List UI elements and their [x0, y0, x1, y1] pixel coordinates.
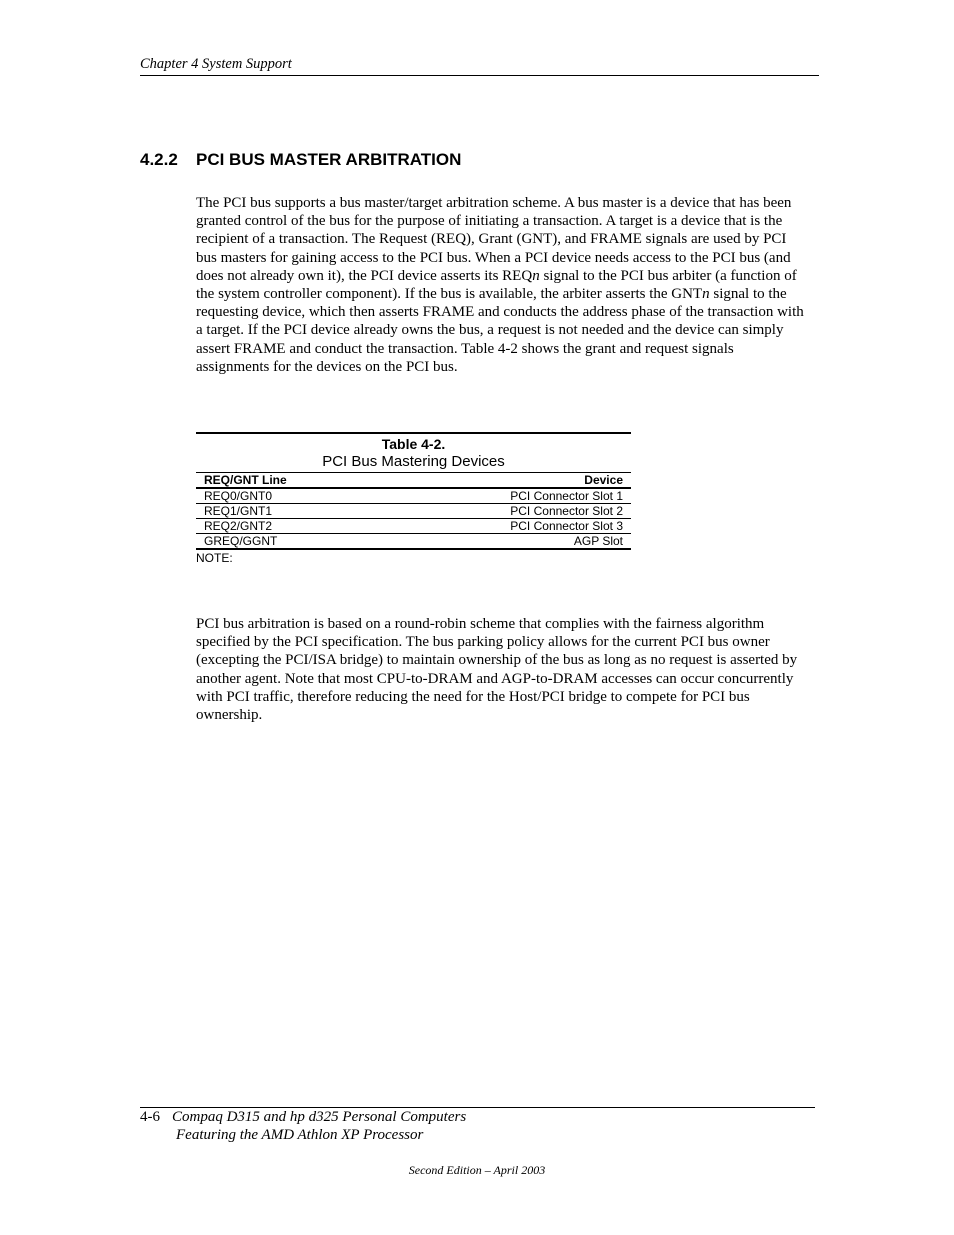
device-cell: PCI Connector Slot 1 — [385, 488, 631, 504]
table-subtitle: PCI Bus Mastering Devices — [322, 453, 505, 470]
table-4-2 — [196, 432, 631, 566]
table-row — [196, 534, 631, 550]
column-header-req-gnt: REQ/GNT Line — [196, 473, 385, 489]
footer-edition: Second Edition – April 2003 — [408, 1163, 546, 1177]
paragraph-text: signal to the requesting device, which then asserts FRAME and conducts the address phase of the transaction with a target. If the PCI device already owns the bus, a request is not needed and the device can simply assert FRAME and conduct the transaction. Table 4-2 shows the grant and request signals assignments for the devices on the PCI bus. — [196, 286, 804, 375]
section-title: PCI BUS MASTER ARBITRATION — [196, 150, 462, 169]
footer-page-number: 4-6 — [140, 1109, 160, 1125]
table-row — [196, 504, 631, 519]
italic-n: n — [532, 267, 540, 284]
section-number: 4.2.2 — [140, 150, 178, 169]
pci-bus-mastering-table — [196, 472, 631, 550]
running-header: Chapter 4 System Support — [140, 56, 292, 72]
paragraph-text: The PCI bus supports a bus master/target arbitration scheme. A bus master is a device that has been granted control of the bus for the purpose of initiating a transaction. A target is a device that is the recipient of a transaction. The Request (REQ), Grant (GNT), and FRAME signals are used by PCI bus masters for gaining access to the PCI bus. When a PCI device needs access to the PCI bus (and does not already own it), the PCI device asserts its REQ — [196, 195, 792, 284]
device-cell: PCI Connector Slot 2 — [385, 504, 631, 519]
body-paragraph-1 — [196, 194, 810, 376]
table-row — [196, 488, 631, 504]
device-cell: PCI Connector Slot 3 — [385, 519, 631, 534]
req-gnt-cell: REQ0/GNT0 — [196, 488, 385, 504]
req-gnt-cell: GREQ/GGNT — [196, 534, 385, 550]
paragraph-text: signal to the PCI bus arbiter (a function of the system controller component). If the bus is available, the arbiter asserts the GNT — [196, 267, 797, 303]
section-heading — [140, 150, 461, 170]
req-gnt-cell: REQ2/GNT2 — [196, 519, 385, 534]
device-cell: AGP Slot — [385, 534, 631, 550]
header-rule — [140, 75, 819, 76]
column-header-device: Device — [385, 473, 631, 489]
table-row — [196, 519, 631, 534]
req-gnt-cell: REQ1/GNT1 — [196, 504, 385, 519]
table-header-row — [196, 473, 631, 489]
body-paragraph-2: PCI bus arbitration is based on a round-robin scheme that complies with the fairness algorithm specified by the PCI specification. The bus parking policy allows for the current PCI bus owner (excepting the PCI/ISA bridge) to maintain ownership of the bus as long as no request is asserted by another agent. Note that most CPU-to-DRAM and AGP-to-DRAM accesses can occur concurrently with PCI traffic, therefore reducing the need for the Host/PCI bridge to compete for PCI bus ownership. — [196, 616, 798, 724]
footer-title-line-1: Compaq D315 and hp d325 Personal Computers — [172, 1109, 467, 1125]
table-note: NOTE: — [196, 551, 233, 565]
table-top-rule — [196, 432, 631, 434]
italic-n: n — [702, 286, 710, 303]
table-title: Table 4-2. — [381, 436, 446, 452]
footer-rule — [140, 1107, 815, 1108]
footer-title-line-2: Featuring the AMD Athlon XP Processor — [176, 1127, 424, 1143]
